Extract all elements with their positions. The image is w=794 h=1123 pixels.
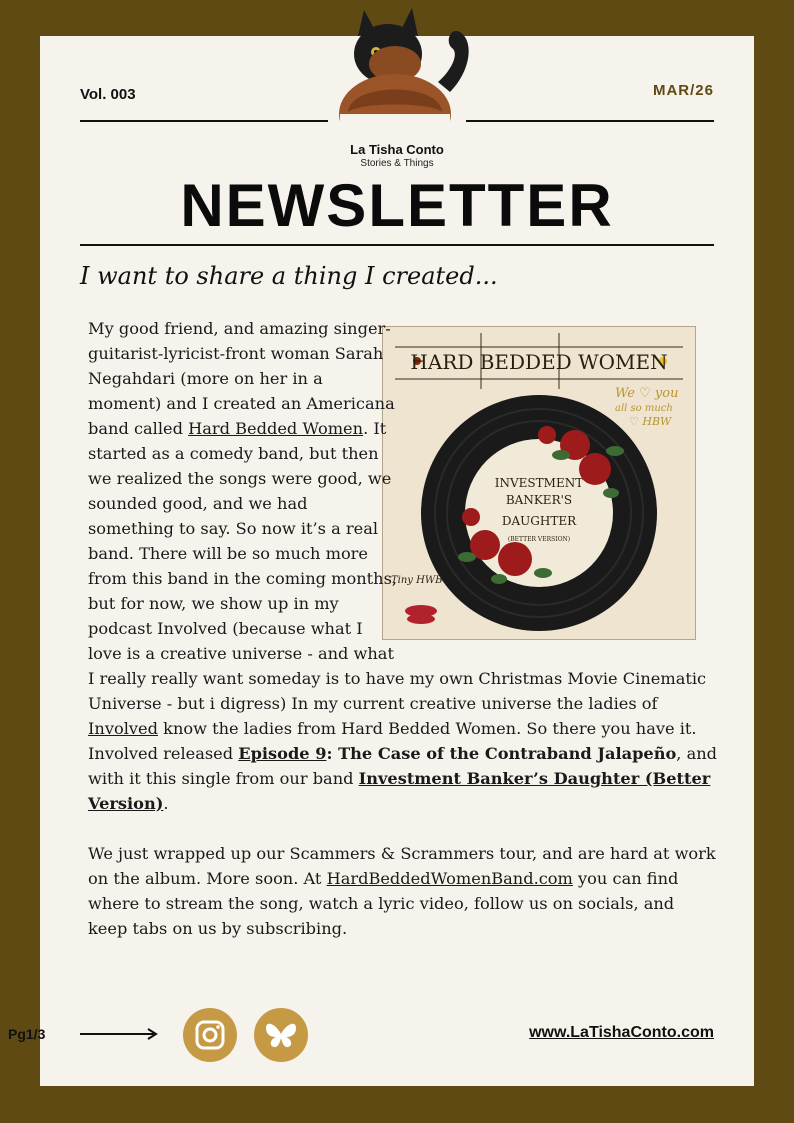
brand-tagline: Stories & Things	[360, 158, 434, 169]
section-subheading: I want to share a thing I created...	[80, 262, 498, 290]
album-title-3: DAUGHTER	[501, 514, 577, 528]
link-band-website[interactable]: HardBeddedWomenBand.com	[326, 869, 573, 888]
newsletter-page	[40, 36, 754, 1086]
arrow-right-icon	[80, 1026, 160, 1042]
album-signature: Tiny HWB	[391, 575, 443, 586]
album-title-1: INVESTMENT	[494, 476, 584, 490]
album-band-name: HARD BEDDED WOMEN	[410, 350, 668, 374]
brand-name: La Tisha Conto	[350, 142, 444, 157]
link-hard-bedded-women[interactable]: Hard Bedded Women	[188, 419, 364, 438]
album-note-3: ♡ HBW	[629, 415, 672, 428]
article-body	[88, 316, 718, 966]
link-investment-bankers-daughter[interactable]: Investment Banker’s Daughter (Better Version)	[88, 769, 711, 813]
link-episode-9[interactable]: Episode 9	[238, 744, 327, 763]
album-subtitle: (BETTER VERSION)	[507, 536, 571, 543]
album-note-1: We ♡ you	[615, 386, 679, 401]
instagram-icon	[183, 1008, 237, 1062]
masthead-rule	[80, 244, 714, 246]
album-title-2: BANKER'S	[505, 493, 573, 507]
link-involved[interactable]: Involved	[88, 719, 158, 738]
album-note-2: all so much	[615, 403, 673, 414]
instagram-button[interactable]	[183, 1008, 237, 1062]
website-link[interactable]: www.LaTishaConto.com	[529, 1024, 714, 1041]
newsletter-title: NEWSLETTER	[180, 172, 614, 239]
page-number: Pg1/3	[8, 1026, 46, 1042]
issue-date: MAR/26	[652, 82, 714, 99]
article-paragraph-1: My good friend, and amazing singer-guitarist-lyricist-front woman Sarah Negahdari (more on her in a moment) and I created an Americana band called Hard Bedded Women. It started as a comedy band, but then we realized the songs were good, we sounded good, and we had something to say. So now it’s a real band. There will be so much more from this band in the coming months, but for now, we show up in my podcast Involved (because what I love is a creative universe - and what I really really want someday is to have my own Christmas Movie Cinematic Universe - but i digress) In my current creative universe the ladies of Involved know the ladies from Hard Bedded Women. So there you have it. Involved released Episode 9: The Case of the Contraband Jalapeño, and with it this single from our band Investment Banker’s Daughter (Better Version).	[88, 319, 718, 813]
bluesky-button[interactable]	[254, 1008, 308, 1062]
brand-logo-illustration	[300, 2, 490, 142]
album-spacer	[398, 316, 718, 644]
header-rule-right	[466, 120, 714, 122]
volume-label: Vol. 003	[80, 86, 136, 103]
article-paragraph-2: We just wrapped up our Scammers & Scrammers tour, and are hard at work on the album. More soon. At HardBeddedWomenBand.com you can find where to stream the song, watch a lyric video, follow us on socials, and keep tabs on us by subscribing.	[88, 844, 716, 938]
bluesky-butterfly-icon	[254, 1008, 308, 1062]
header-rule-left	[80, 120, 328, 122]
